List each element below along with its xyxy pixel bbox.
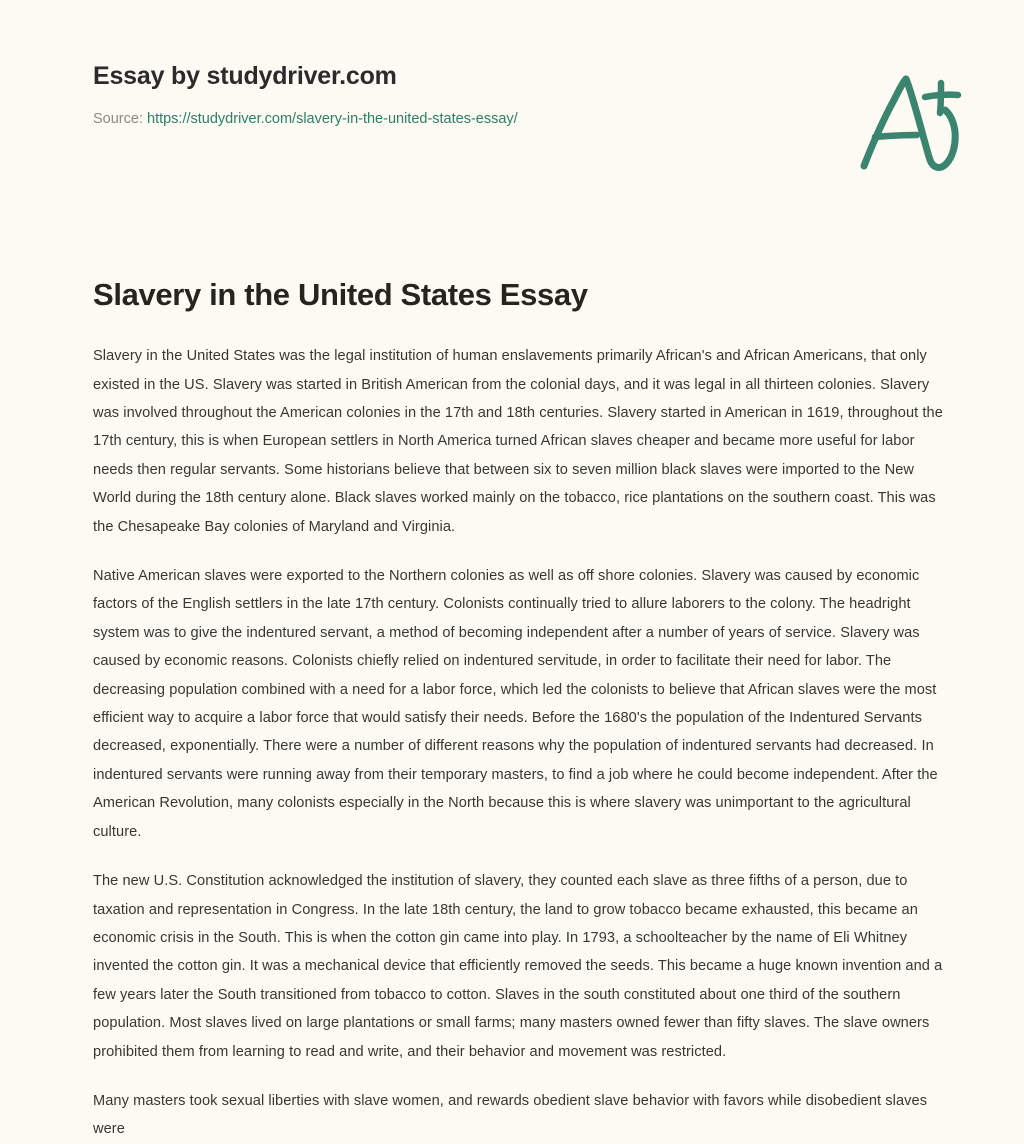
source-line [93,110,946,129]
brand-byline: Essay by studydriver.com [93,62,397,90]
source-url-link[interactable]: https://studydriver.com/slavery-in-the-united-states-essay/ [147,110,518,127]
document-header [0,0,1024,192]
essay-body [0,313,1024,1144]
essay-paragraph: Slavery in the United States was the legal institution of human enslavements primarily African's and African Americans, that only existed in the US. Slavery was started in British American from the colonial days, and it was legal in all thirteen colonies. Slavery was involved throughout the American colonies in the 17th and 18th centuries. Slavery started in American in 1619, throughout the 17th century, this is when European settlers in North America turned African slaves cheaper and became more useful for labor needs then regular servants. Some historians believe that between six to seven million black slaves were imported to the New World during the 18th century alone. Black slaves worked mainly on the tobacco, rice plantations on the southern coast. This was the Chesapeake Bay colonies of Maryland and Virginia. [93,348,943,535]
essay-paragraph: The new U.S. Constitution acknowledged the institution of slavery, they counted each slave as three fifths of a person, due to taxation and representation in Congress. In the late 18th century, the land to grow tobacco became exhausted, this became an economic crisis in the South. This is when the cotton gin came into play. In 1793, a schoolteacher by the name of Eli Whitney invented the cotton gin. It was a mechanical device that efficiently removed the seeds. This became a huge known invention and a few years later the South transitioned from tobacco to cotton. Slaves in the south constituted about one third of the southern population. Most slaves lived on large plantations or small farms; many masters owned fewer than fifty slaves. The slave owners prohibited them from learning to read and write, and their behavior and movement was restricted. [93,873,943,1060]
essay-paragraph: Native American slaves were exported to the Northern colonies as well as off shore colonies. Slavery was caused by economic factors of the English settlers in the late 17th century. Colonists continually tried to allure laborers to the colony. The headright system was to give the indentured servant, a method of becoming independent after a number of years of service. Slavery was caused by economic reasons. Colonists chiefly relied on indentured servitude, in order to facilitate their need for labor. The decreasing population combined with a need for a labor force, which led the colonists to believe that African slaves were the most efficient way to acquire a labor force that would satisfy their needs. Before the 1680's the population of the Indentured Servants decreased, exponentially. There were a number of different reasons why the population of indentured servants had decreased. In indentured servants were running away from their temporary masters, to find a job where he could become independent. After the American Revolution, many colonists especially in the North because this is where slavery was unimportant to the agricultural culture. [93,568,938,840]
source-label: Source: [93,110,147,127]
studydriver-a-plus-logo-icon [848,66,968,178]
essay-paragraph: Many masters took sexual liberties with slave women, and rewards obedient slave behavior with favors while disobedient slaves were [93,1092,928,1138]
page-title: Slavery in the United States Essay [93,277,588,312]
